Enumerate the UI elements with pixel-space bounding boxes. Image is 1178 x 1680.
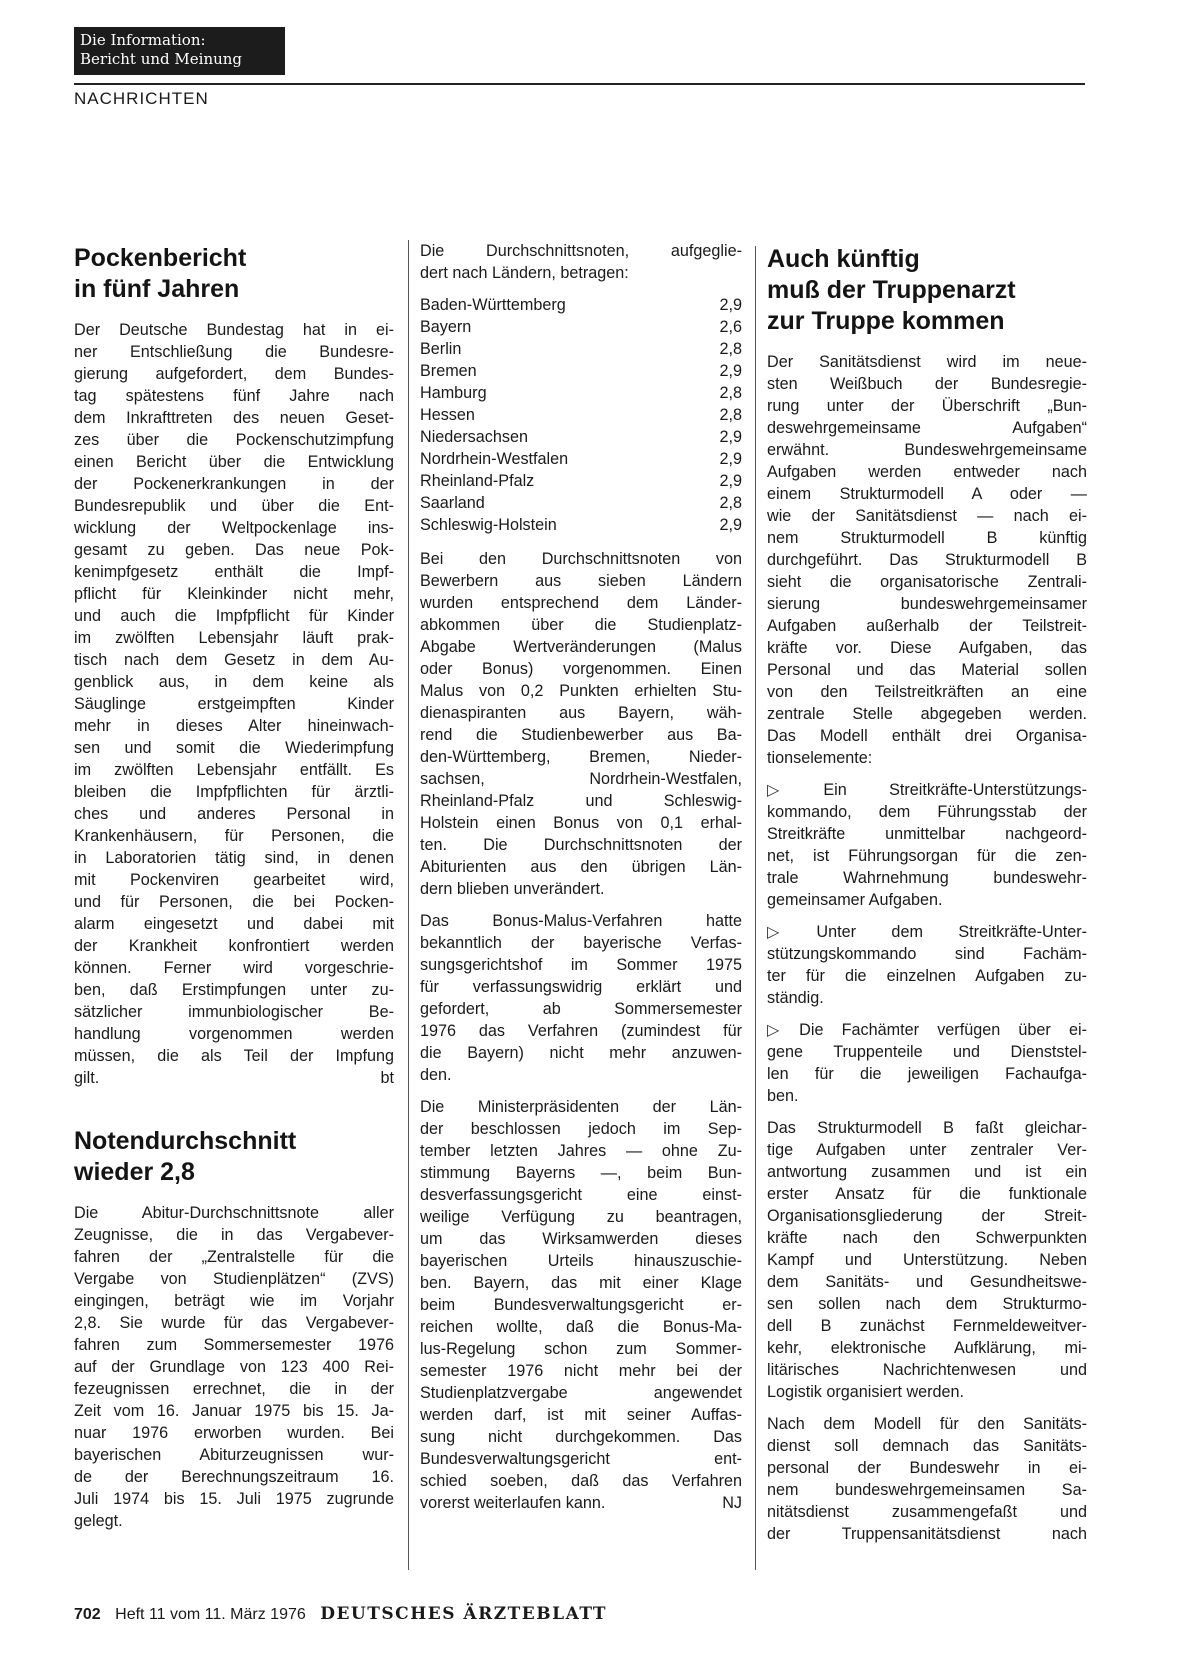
state-name: Niedersachsen — [420, 428, 528, 446]
masthead-line-2: Bericht und Meinung — [80, 50, 243, 68]
text-line: Krankenhäusern, für Personen, die — [74, 827, 394, 845]
text-line: Das Strukturmodell B faßt gleichar- — [767, 1119, 1087, 1137]
text-line: bekanntlich der bayerische Verfas- — [420, 934, 742, 952]
text-line: kommando, dem Führungsstab der — [767, 803, 1087, 821]
text-line: sung nicht durchgekommen. Das — [420, 1428, 742, 1446]
text-line: tionselemente: — [767, 749, 873, 767]
text-line: semester 1976 nicht mehr bei der — [420, 1362, 742, 1380]
text-line: gemeinsamer Aufgaben. — [767, 891, 943, 909]
issue-info: Heft 11 vom 11. März 1976 — [115, 1606, 306, 1623]
text-line: der Pockenerkrankungen in der — [74, 475, 394, 493]
article-body-noten — [74, 1202, 394, 1532]
grade-value: 2,8 — [719, 384, 742, 402]
text-line: desverfassungsgericht eine einst- — [420, 1186, 742, 1204]
text-line: nem bundeswehrgemeinsamen Sa- — [767, 1481, 1087, 1499]
text-line: rung unter der Überschrift „Bun- — [767, 397, 1087, 415]
text-line: bayerischen Urteils hinauszuschie- — [420, 1252, 742, 1270]
text-line: sten Weißbuch der Bundesregie- — [767, 375, 1087, 393]
page-footer — [74, 1604, 607, 1624]
text-line: Bewerbern aus sieben Ländern — [420, 572, 742, 590]
text-line: Abgabe Wertveränderungen (Malus — [420, 638, 742, 656]
page-number: 702 — [74, 1606, 101, 1623]
text-line: tige Aufgaben unter zentraler Ver- — [767, 1141, 1087, 1159]
signature-line — [74, 1067, 394, 1089]
column-3 — [767, 240, 1087, 1545]
text-line: dem Sanitäts- und Gesundheitswe- — [767, 1273, 1087, 1291]
column-divider-2 — [755, 246, 756, 1570]
text-line: sen und somit die Wiederimpfung — [74, 739, 394, 757]
journal-name: DEUTSCHES ÄRZTEBLATT — [320, 1604, 608, 1624]
bullet-item — [767, 1019, 1087, 1107]
text-line: handlung vorgenommen werden — [74, 1025, 394, 1043]
text-line: Rheinland-Pfalz und Schleswig- — [420, 792, 742, 810]
column-2 — [420, 240, 742, 1514]
text-line: oder Bonus) vorgenommen. Einen — [420, 660, 742, 678]
grade-row — [420, 514, 742, 536]
text-line: 2,8. Sie wurde für das Vergabever- — [74, 1314, 394, 1332]
text-line: sen sollen nach dem Strukturmo- — [767, 1295, 1087, 1313]
text-line: von den Teilstreitkräften an eine — [767, 683, 1087, 701]
text-line: personal der Bundeswehr in ei- — [767, 1459, 1087, 1477]
text-line: Malus von 0,2 Punkten erhielten Stu- — [420, 682, 742, 700]
text-line: ben. Bayern, das mit einer Klage — [420, 1274, 742, 1292]
grade-value: 2,8 — [719, 406, 742, 424]
last-line: gilt. — [74, 1069, 100, 1087]
text-line: ter für die einzelnen Aufgaben zu- — [767, 967, 1087, 985]
text-line: fezeugnissen errechnet, die in der — [74, 1380, 394, 1398]
text-line: der beschlossen jedoch im Sep- — [420, 1120, 742, 1138]
text-line: kräfte vor. Diese Aufgaben, das — [767, 639, 1087, 657]
text-line: zentrale Stelle abgegeben werden. — [767, 705, 1087, 723]
text-line: wie der Sanitätsdienst — nach ei- — [767, 507, 1087, 525]
text-line: litärisches Nachrichtenwesen und — [767, 1361, 1087, 1379]
text-line: dern blieben unverändert. — [420, 880, 605, 898]
text-line: erwähnt. Bundeswehrgemeinsame — [767, 441, 1087, 459]
text-line: reichen wollte, daß die Bonus-Ma- — [420, 1318, 742, 1336]
grade-row — [420, 470, 742, 492]
text-line: antwortung zusammen und ist ein — [767, 1163, 1087, 1181]
text-line: erster Ansatz für die funktionale — [767, 1185, 1087, 1203]
text-line: Die Abitur-Durchschnittsnote aller — [74, 1204, 394, 1222]
bullet-item — [767, 921, 1087, 1009]
section-label: NACHRICHTEN — [74, 89, 209, 108]
text-line: durchgeführt. Das Strukturmodell B — [767, 551, 1087, 569]
grades-table — [420, 294, 742, 536]
text-line: zes über die Pockenschutzimpfung — [74, 431, 394, 449]
text-line: in Laboratorien tätig sind, in denen — [74, 849, 394, 867]
grades-intro — [420, 240, 742, 284]
text-line: tember letzten Jahres — ohne Zu- — [420, 1142, 742, 1160]
author-signature: NJ — [722, 1494, 742, 1512]
text-line: gene Truppenteile und Dienststel- — [767, 1043, 1087, 1061]
paragraph — [420, 1096, 742, 1492]
text-line: Der Sanitätsdienst wird im neue- — [767, 353, 1087, 371]
state-name: Nordrhein-Westfalen — [420, 450, 569, 468]
grade-row — [420, 404, 742, 426]
text-line: alarm eingesetzt und dabei mit — [74, 915, 394, 933]
grade-value: 2,6 — [719, 318, 742, 336]
text-line: pflicht für Kleinkinder nicht mehr, — [74, 585, 394, 603]
text-line: dienst soll demnach das Sanitäts- — [767, 1437, 1087, 1455]
text-line: gefordert, ab Sommersemester — [420, 1000, 742, 1018]
text-line: und für Personen, die bei Pocken- — [74, 893, 394, 911]
grade-value: 2,9 — [719, 362, 742, 380]
triangle-bullet-icon: ▷ — [767, 781, 818, 799]
text-line: Juli 1974 bis 15. Juli 1975 zugrunde — [74, 1490, 394, 1508]
text-line: sätzlicher immunbiologischer Be- — [74, 1003, 394, 1021]
text-line: ▷ Ein Streitkräfte-Unterstützungs- — [767, 781, 1088, 799]
text-line: sachsen, Nordrhein-Westfalen, — [420, 770, 742, 788]
text-line: Nach dem Modell für den Sanitäts- — [767, 1415, 1087, 1433]
text-line: Die Durchschnittsnoten, aufgeglie- — [420, 242, 742, 260]
text-line: ner Entschließung die Bundesre- — [74, 343, 394, 361]
text-line: dert nach Ländern, betragen: — [420, 264, 629, 282]
grade-row — [420, 338, 742, 360]
text-line: 1976 das Verfahren (zumindest für — [420, 1022, 742, 1040]
text-line: len für die jeweiligen Fachaufga- — [767, 1065, 1087, 1083]
grade-row — [420, 492, 742, 514]
title-line: Notendurchschnitt — [74, 1127, 297, 1155]
state-name: Hamburg — [420, 384, 487, 402]
title-line: zur Truppe kommen — [767, 307, 1005, 335]
text-line: der Krankheit konfrontiert werden — [74, 937, 394, 955]
text-line: können. Ferner wird vorgeschrie- — [74, 959, 394, 977]
signature-line — [420, 1492, 742, 1514]
title-line: wieder 2,8 — [74, 1158, 195, 1186]
state-name: Saarland — [420, 494, 485, 512]
text-line: Bei den Durchschnittsnoten von — [420, 550, 742, 568]
text-line: tisch nach dem Gesetz in dem Au- — [74, 651, 394, 669]
grade-value: 2,9 — [719, 516, 742, 534]
text-line: wurden entsprechend dem Länder- — [420, 594, 742, 612]
triangle-bullet-icon: ▷ — [767, 923, 811, 941]
text-line: stimmung Bayerns —, beim Bun- — [420, 1164, 742, 1182]
text-line: fahren der „Zentralstelle für die — [74, 1248, 394, 1266]
triangle-bullet-icon: ▷ — [767, 1021, 794, 1039]
text-line: sungsgerichtshof im Sommer 1975 — [420, 956, 742, 974]
text-line: mit Pockenviren gearbeitet wird, — [74, 871, 394, 889]
grade-row — [420, 426, 742, 448]
text-line: nitätsdienst zusammengefaßt und — [767, 1503, 1087, 1521]
text-line: Personal und das Material sollen — [767, 661, 1087, 679]
text-line: Holstein einen Bonus von 0,1 erhal- — [420, 814, 742, 832]
text-line: gelegt. — [74, 1512, 123, 1530]
text-line: ben. — [767, 1087, 799, 1105]
text-line: genblick aus, in dem keine als — [74, 673, 394, 691]
article-body-pocken — [74, 319, 394, 1067]
masthead-line-1: Die Information: — [80, 31, 206, 49]
text-line: einem Strukturmodell A oder — — [767, 485, 1087, 503]
text-line: Säuglinge erstgeimpften Kinder — [74, 695, 394, 713]
text-line: Organisationsgliederung der Streit- — [767, 1207, 1087, 1225]
article-title-truppe — [767, 244, 1087, 337]
grade-row — [420, 448, 742, 470]
grade-value: 2,9 — [719, 450, 742, 468]
text-line: kehr, elektronische Aufklärung, mi- — [767, 1339, 1087, 1357]
text-line: abkommen über die Studienplatz- — [420, 616, 742, 634]
text-line: auf der Grundlage von 123 400 Rei- — [74, 1358, 394, 1376]
state-name: Schleswig-Holstein — [420, 516, 557, 534]
text-line: ▷ Unter dem Streitkräfte-Unter- — [767, 923, 1088, 941]
state-name: Bremen — [420, 362, 477, 380]
text-line: ▷ Die Fachämter verfügen über ei- — [767, 1021, 1087, 1039]
text-line: ben, daß Erstimpfungen unter zu- — [74, 981, 394, 999]
text-line: Streitkräfte unmittelbar nachgeord- — [767, 825, 1087, 843]
text-line: wicklung der Weltpockenlage ins- — [74, 519, 394, 537]
text-line: Das Bonus-Malus-Verfahren hatte — [420, 912, 742, 930]
text-line: eingingen, beträgt wie im Vorjahr — [74, 1292, 394, 1310]
column-1 — [74, 240, 394, 1532]
state-name: Baden-Württemberg — [420, 296, 566, 314]
grade-value: 2,9 — [719, 472, 742, 490]
text-line: Zeugnisse, die in das Vergabever- — [74, 1226, 394, 1244]
text-line: nuar 1976 erworben wurden. Bei — [74, 1424, 394, 1442]
text-line: dell B zunächst Fernmeldeweitver- — [767, 1317, 1087, 1335]
text-line: Bundesrepublik und über die Ent- — [74, 497, 394, 515]
text-line: der Truppensanitätsdienst nach — [767, 1525, 1087, 1543]
grade-value: 2,9 — [719, 296, 742, 314]
text-line: ständig. — [767, 989, 824, 1007]
title-line: in fünf Jahren — [74, 275, 240, 303]
text-line: Zeit vom 16. Januar 1975 bis 15. Ja- — [74, 1402, 394, 1420]
text-line: bleiben die Impfpflichten für ärztli- — [74, 783, 394, 801]
text-line: ten. Die Durchschnittsnoten der — [420, 836, 742, 854]
text-line: im zwölften Lebensjahr entfällt. Es — [74, 761, 394, 779]
state-name: Rheinland-Pfalz — [420, 472, 535, 490]
state-name: Berlin — [420, 340, 462, 358]
grade-row — [420, 294, 742, 316]
text-line: Die Ministerpräsidenten der Län- — [420, 1098, 742, 1116]
text-line: Vergabe von Studienplätzen“ (ZVS) — [74, 1270, 394, 1288]
text-line: fahren zum Sommersemester 1976 — [74, 1336, 394, 1354]
text-line: Aufgaben werden entweder nach — [767, 463, 1087, 481]
text-line: deswehrgemeinsame Aufgaben“ — [767, 419, 1087, 437]
bullet-item — [767, 779, 1087, 911]
paragraph — [767, 1117, 1087, 1403]
text-line: ches und anderes Personal in — [74, 805, 394, 823]
text-line: schied soeben, daß das Verfahren — [420, 1472, 742, 1490]
text-line: den. — [420, 1066, 452, 1084]
state-name: Hessen — [420, 406, 475, 424]
text-line: im zwölften Lebensjahr läuft prak- — [74, 629, 394, 647]
grade-row — [420, 316, 742, 338]
text-line: Aufgaben außerhalb der Teilstreit- — [767, 617, 1087, 635]
text-line: die Bayern) nicht mehr anzuwen- — [420, 1044, 742, 1062]
text-line: Das Modell enthält drei Organisa- — [767, 727, 1087, 745]
text-line: müssen, die als Teil der Impfung — [74, 1047, 394, 1065]
text-line: beim Bundesverwaltungsgericht er- — [420, 1296, 742, 1314]
text-line: mehr in dieses Alter hineinwach- — [74, 717, 394, 735]
masthead — [74, 27, 285, 75]
title-line: Pockenbericht — [74, 244, 247, 272]
grade-row — [420, 382, 742, 404]
text-line: tag spätestens fünf Jahre nach — [74, 387, 394, 405]
text-line: rend die Studienbewerber aus Ba- — [420, 726, 742, 744]
state-name: Bayern — [420, 318, 472, 336]
title-line: Auch künftig — [767, 245, 920, 273]
text-line: sierung bundeswehrgemeinsamer — [767, 595, 1087, 613]
header-rule — [74, 83, 1085, 85]
text-line: und auch die Impfpflicht für Kinder — [74, 607, 394, 625]
text-line: Der Deutsche Bundestag hat in ei- — [74, 321, 394, 339]
text-line: einen Bericht über die Entwicklung — [74, 453, 394, 471]
text-line: dem Inkrafttreten des neuen Geset- — [74, 409, 394, 427]
article-title-pocken — [74, 243, 394, 305]
text-line: dienaspiranten aus Bayern, wäh- — [420, 704, 742, 722]
text-line: um das Wirksamwerden dieses — [420, 1230, 742, 1248]
text-line: kräfte nach den Schwerpunkten — [767, 1229, 1087, 1247]
grade-row — [420, 360, 742, 382]
text-line: Studienplatzvergabe angewendet — [420, 1384, 742, 1402]
text-line: kenimpfgesetz enthält die Impf- — [74, 563, 394, 581]
text-line: lus-Regelung schon zum Sommer- — [420, 1340, 742, 1358]
text-line: net, ist Führungsorgan für die zen- — [767, 847, 1087, 865]
paragraph — [767, 1413, 1087, 1545]
text-line: für verfassungswidrig erklärt und — [420, 978, 742, 996]
paragraph — [420, 910, 742, 1086]
author-signature: bt — [380, 1069, 394, 1087]
grade-value: 2,9 — [719, 428, 742, 446]
text-line: weilige Verfügung zu beantragen, — [420, 1208, 742, 1226]
paragraph — [767, 351, 1087, 769]
column-divider-1 — [408, 240, 409, 1570]
text-line: stützungskommando sind Fachäm- — [767, 945, 1087, 963]
text-line: bayerischen Abiturzeugnissen wur- — [74, 1446, 394, 1464]
text-line: Abiturienten aus den übrigen Län- — [420, 858, 742, 876]
grade-value: 2,8 — [719, 494, 742, 512]
text-line: Logistik organisiert werden. — [767, 1383, 965, 1401]
article-title-noten — [74, 1126, 394, 1188]
paragraph — [420, 548, 742, 900]
text-line: werden darf, ist mit seiner Auffas- — [420, 1406, 742, 1424]
last-line: vorerst weiterlaufen kann. — [420, 1494, 606, 1512]
text-line: sieht die organisatorische Zentrali- — [767, 573, 1087, 591]
text-line: Bundesverwaltungsgericht ent- — [420, 1450, 742, 1468]
title-line: muß der Truppenarzt — [767, 276, 1016, 304]
text-line: Kampf und Unterstützung. Neben — [767, 1251, 1087, 1269]
text-line: de der Berechnungszeitraum 16. — [74, 1468, 394, 1486]
grade-value: 2,8 — [719, 340, 742, 358]
text-line: den-Württemberg, Bremen, Nieder- — [420, 748, 742, 766]
text-line: gesamt zu geben. Das neue Pok- — [74, 541, 394, 559]
text-line: nem Strukturmodell B künftig — [767, 529, 1087, 547]
text-line: trale Wahrnehmung bundeswehr- — [767, 869, 1087, 887]
text-line: gierung aufgefordert, dem Bundes- — [74, 365, 394, 383]
